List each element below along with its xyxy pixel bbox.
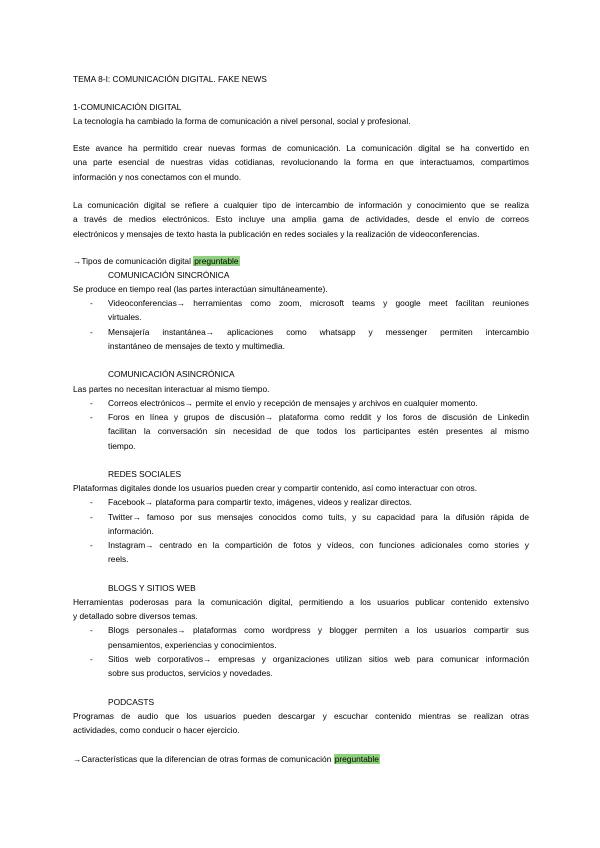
- subsection-description: actividades, como conducir o hacer ejercicio.: [73, 725, 240, 735]
- paragraph-line: información y nos conectamos con el mundo.: [73, 172, 242, 182]
- bullet-text: información.: [108, 526, 154, 536]
- subsection-description: Plataformas digitales donde los usuarios pueden crear y compartir contenido, así como interactuar con otros.: [73, 483, 478, 493]
- paragraph-line: La comunicación digital se refiere a cualquier tipo de intercambio de información y conocimiento que se realiza: [73, 200, 529, 210]
- bullet-marker: -: [90, 654, 93, 664]
- paragraph-line: electrónicos y mensajes de texto hasta la publicación en redes sociales y la realización de videoconferencias.: [73, 229, 480, 239]
- paragraph-line: una parte esencial de nuestras vidas cotidianas, revolucionando la forma en que interactuamos, compartimos: [73, 157, 529, 167]
- bullet-marker: -: [90, 625, 93, 635]
- bullet-text: Blogs personales→ plataformas como wordpress y blogger permiten a los usuarios compartir sus: [108, 625, 529, 635]
- preguntable-highlight: preguntable: [334, 754, 379, 764]
- bullet-text: Mensajería instantánea→ aplicaciones como whatsapp y messenger permiten intercambio: [108, 327, 529, 337]
- document-title: TEMA 8-I: COMUNICACIÓN DIGITAL. FAKE NEWS: [73, 74, 267, 84]
- preguntable-highlight: preguntable: [194, 256, 239, 266]
- bullet-text: Instagram→ centrado en la compartición de fotos y vídeos, con funciones adicionales como stories y: [108, 540, 529, 550]
- subsection-description: y detallado sobre diversos temas.: [73, 611, 198, 621]
- subsection-heading: COMUNICACIÓN SINCRÓNICA: [108, 270, 230, 280]
- bullet-text: instantáneo de mensajes de texto y multimedia.: [108, 341, 285, 351]
- bullet-text: Twitter→ famoso por sus mensajes conocidos como tuits, y su capacidad para la difusión rápida de: [108, 512, 529, 522]
- paragraph-line: Este avance ha permitido crear nuevas formas de comunicación. La comunicación digital se ha convertido en: [73, 143, 529, 153]
- bullet-text: pensamientos, experiencias y conocimientos.: [108, 640, 277, 650]
- caracteristicas-label: [73, 754, 380, 765]
- subsection-heading: BLOGS Y SITIOS WEB: [108, 583, 196, 593]
- section-heading: 1-COMUNICACIÓN DIGITAL: [73, 102, 182, 112]
- bullet-marker: -: [90, 540, 93, 550]
- bullet-marker: -: [90, 398, 93, 408]
- subsection-description: Herramientas poderosas para la comunicación digital, permitiendo a los usuarios publicar contenido extensivo: [73, 597, 529, 607]
- caracteristicas-text: →Características que la diferencian de otras formas de comunicación: [73, 754, 334, 764]
- bullet-marker: -: [90, 412, 93, 422]
- subsection-description: Se produce en tiempo real (las partes interactúan simultáneamente).: [73, 284, 328, 294]
- subsection-description: Programas de audio que los usuarios pueden descargar y escuchar contenido mientras se realizan otras: [73, 711, 529, 721]
- bullet-text: Correos electrónicos→ permite el envío y recepción de mensajes y archivos en cualquier momento.: [108, 398, 478, 408]
- bullet-marker: -: [90, 298, 93, 308]
- bullet-text: reels.: [108, 554, 129, 564]
- bullet-text: tiempo.: [108, 441, 136, 451]
- bullet-marker: -: [90, 327, 93, 337]
- subsection-heading: REDES SOCIALES: [108, 469, 182, 479]
- tipos-text: →Tipos de comunicación digital: [73, 256, 194, 266]
- bullet-text: Videoconferencias→ herramientas como zoom, microsoft teams y google meet facilitan reuniones: [108, 298, 529, 308]
- paragraph-line: a través de medios electrónicos. Esto incluye una amplia gama de actividades, desde el envío de correos: [73, 214, 529, 224]
- bullet-text: facilitan la conversación sin necesidad de que todos los participantes estén presentes al mismo: [108, 426, 529, 436]
- subsection-description: Las partes no necesitan interactuar al mismo tiempo.: [73, 384, 270, 394]
- bullet-marker: -: [90, 512, 93, 522]
- bullet-marker: -: [90, 497, 93, 507]
- bullet-text: virtuales.: [108, 312, 142, 322]
- bullet-text: sobre sus productos, servicios y novedades.: [108, 668, 273, 678]
- bullet-text: Sitios web corporativos→ empresas y organizaciones utilizan sitios web para comunicar información: [108, 654, 529, 664]
- tipos-label: [73, 256, 240, 267]
- paragraph: La tecnología ha cambiado la forma de comunicación a nivel personal, social y profesional.: [73, 116, 411, 126]
- bullet-text: Facebook→ plataforma para compartir texto, imágenes, videos y realizar directos.: [108, 497, 412, 507]
- bullet-text: Foros en línea y grupos de discusión→ plataforma como reddit y los foros de discusión de Linkedin: [108, 412, 529, 422]
- subsection-heading: PODCASTS: [108, 697, 155, 707]
- subsection-heading: COMUNICACIÓN ASINCRÓNICA: [108, 369, 235, 379]
